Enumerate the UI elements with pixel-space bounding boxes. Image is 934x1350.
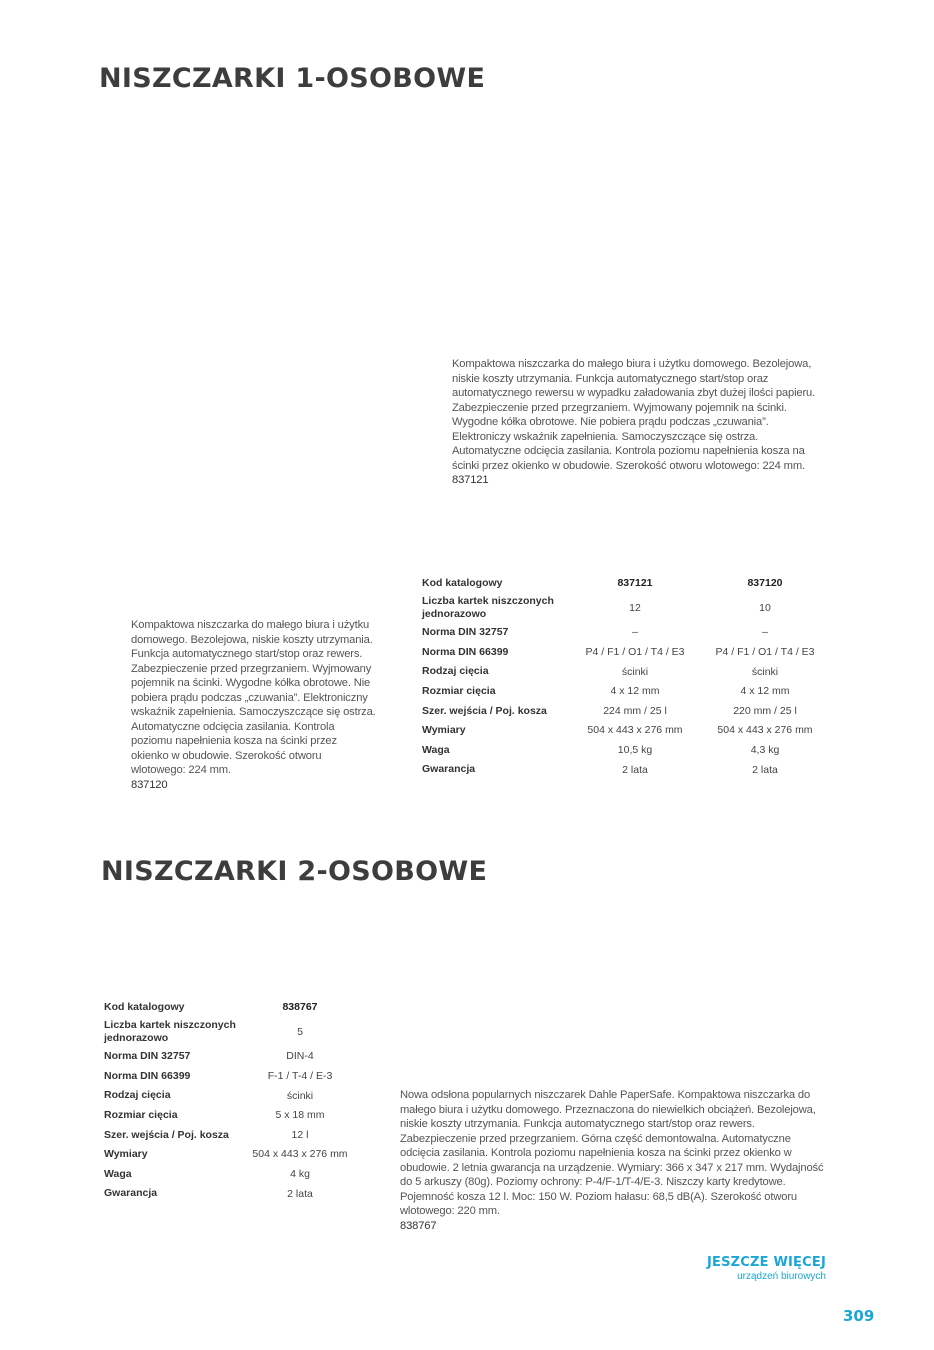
spec-value: 224 mm / 25 l <box>603 704 667 717</box>
spec-value: 4 x 12 mm <box>610 685 660 698</box>
table-row <box>104 1066 351 1086</box>
spec-value: 5 x 18 mm <box>275 1109 325 1122</box>
table-row <box>104 1105 351 1125</box>
spec-value: 12 <box>629 601 641 614</box>
table-row <box>422 642 830 662</box>
spec-label: Waga <box>422 743 450 756</box>
spec-label: Liczba kartek niszczonych jednorazowo <box>422 595 554 620</box>
spec-value: P4 / F1 / O1 / T4 / E3 <box>715 645 815 658</box>
spec-label: Wymiary <box>104 1148 148 1161</box>
description-text: Kompaktowa niszczarka do małego biura i użytku domowego. Bezolejowa, niskie koszty utrzymania. Funkcja automatycznego start/stop oraz automatycznego rewersu w wypadku załadowania zbyt dużej ilości papieru. Zabezpieczenie przed przegrzaniem. Wyjmowany pojemnik na ścinki. Wygodne kółka obrotowe. Nie pobiera prądu podczas „czuwania”. Elektroniczy wskaźnik zapełnienia. Samoczyszczące się ostrza. Automatyczne odcięcia zasilania. Kontrola poziomu napełnienia kosza na ścinki przez okienko w obudowie. Szerokość otworu wlotowego: 224 mm. <box>452 358 816 472</box>
table-row <box>422 740 830 760</box>
spec-label: Rodzaj cięcia <box>104 1089 171 1102</box>
spec-value: DIN-4 <box>286 1050 314 1063</box>
spec-label: Szer. wejścia / Poj. kosza <box>104 1128 229 1141</box>
spec-value: 10,5 kg <box>617 743 653 756</box>
product-code: 837120 <box>131 778 168 791</box>
spec-value: 837120 <box>747 576 783 589</box>
spec-label: Szer. wejścia / Poj. kosza <box>422 704 547 717</box>
spec-label: Rozmiar cięcia <box>422 684 496 697</box>
spec-label: Gwarancja <box>422 763 476 776</box>
table-row <box>422 573 830 593</box>
spec-value: 504 x 443 x 276 mm <box>587 724 683 737</box>
table-row <box>422 721 830 741</box>
table-row <box>422 662 830 682</box>
spec-value: P4 / F1 / O1 / T4 / E3 <box>585 645 685 658</box>
spec-table-1-person <box>422 573 830 779</box>
spec-label: Norma DIN 32757 <box>422 626 509 639</box>
spec-value: 4,3 kg <box>750 743 780 756</box>
table-row <box>104 1017 351 1047</box>
table-row <box>104 1184 351 1204</box>
more-link[interactable] <box>707 1255 826 1282</box>
table-row <box>422 760 830 780</box>
spec-value: – <box>762 626 768 639</box>
spec-table-2-person <box>104 997 351 1203</box>
spec-value: ścinki <box>751 665 779 678</box>
more-subtitle: urządzeń biurowych <box>737 1271 826 1282</box>
spec-value: ścinki <box>621 665 649 678</box>
spec-value: 10 <box>759 601 771 614</box>
spec-value: 838767 <box>282 1000 318 1013</box>
table-row <box>104 1164 351 1184</box>
spec-label: Norma DIN 32757 <box>104 1050 191 1063</box>
spec-label: Wymiary <box>422 724 466 737</box>
table-row <box>104 1145 351 1165</box>
product-code: 838767 <box>400 1219 437 1232</box>
more-title: JESZCZE WIĘCEJ <box>707 1255 826 1270</box>
table-row <box>422 623 830 643</box>
spec-value: 2 lata <box>287 1187 313 1200</box>
spec-label: Waga <box>104 1167 132 1180</box>
product-description-837121 <box>452 357 824 488</box>
spec-value: 504 x 443 x 276 mm <box>717 724 813 737</box>
section-heading-1-person: NISZCZARKI 1-OSOBOWE <box>99 63 486 94</box>
spec-value: 2 lata <box>752 763 778 776</box>
table-row <box>104 1125 351 1145</box>
spec-label: Rodzaj cięcia <box>422 665 489 678</box>
spec-label: Rozmiar cięcia <box>104 1108 178 1121</box>
spec-value: 12 l <box>291 1128 309 1141</box>
spec-label: Norma DIN 66399 <box>104 1069 191 1082</box>
table-row <box>104 1047 351 1067</box>
spec-label: Norma DIN 66399 <box>422 645 509 658</box>
product-description-838767 <box>400 1088 830 1233</box>
spec-label: Liczba kartek niszczonych jednorazowo <box>104 1019 236 1044</box>
table-row <box>422 701 830 721</box>
product-description-837120 <box>131 618 377 792</box>
table-row <box>422 681 830 701</box>
spec-value: 5 <box>297 1025 303 1038</box>
table-row <box>422 593 830 623</box>
spec-label: Kod katalogowy <box>104 1000 185 1013</box>
spec-value: 4 x 12 mm <box>740 685 790 698</box>
section-heading-2-person: NISZCZARKI 2-OSOBOWE <box>101 856 488 887</box>
spec-value: F-1 / T-4 / E-3 <box>267 1069 333 1082</box>
spec-value: 504 x 443 x 276 mm <box>252 1148 348 1161</box>
table-row <box>104 997 351 1017</box>
page-number: 309 <box>843 1307 875 1325</box>
spec-label: Kod katalogowy <box>422 576 503 589</box>
spec-value: 220 mm / 25 l <box>733 704 797 717</box>
spec-value: ścinki <box>286 1089 314 1102</box>
spec-value: 4 kg <box>290 1167 310 1180</box>
product-code: 837121 <box>452 474 489 486</box>
spec-value: 837121 <box>617 576 653 589</box>
description-text: Kompaktowa niszczarka do małego biura i użytku domowego. Bezolejowa, niskie koszty utrzymania. Funkcja automatycznego start/stop oraz rewers. Zabezpieczenie przed przegrzaniem. Wyjmowany pojemnik na ścinki. Wygodne kółka obrotowe. Nie pobiera prądu podczas „czuwania”. Elektroniczny wskaźnik zapełnienia. Samoczyszczące się ostrza. Automatyczne odcięcia zasilania. Kontrola poziomu napełnienia kosza na ścinki przez okienko w obudowie. Szerokość otworu wlotowego: 224 mm. <box>131 619 376 776</box>
description-text: Nowa odsłona popularnych niszczarek Dahle PaperSafe. Kompaktowa niszczarka do małego biura i użytku domowego. Przeznaczona do niewielkich obciążeń. Bezolejowa, niskie koszty utrzymania. Funkcja automatycznego start/stop oraz rewers. Zabezpieczenie przed przegrzaniem. Górna część demontowalna. Automatyczne odcięcia zasilania. Kontrola poziomu napełnienia kosza na ścinki przez okienko w obudowie. 2 letnia gwarancja na urządzenie. Wymiary: 366 x 347 x 217 mm. Wydajność do 5 arkuszy (80g). Poziomy ochrony: P-4/F-1/T-4/E-3. Niszczy karty kredytowe. Pojemność kosza 12 l. Moc: 150 W. Poziom hałasu: 68,5 dB(A). Szerokość otworu wlotowego: 220 mm. <box>400 1089 824 1217</box>
spec-label: Gwarancja <box>104 1187 158 1200</box>
spec-value: – <box>632 626 638 639</box>
table-row <box>104 1086 351 1106</box>
spec-value: 2 lata <box>622 763 648 776</box>
